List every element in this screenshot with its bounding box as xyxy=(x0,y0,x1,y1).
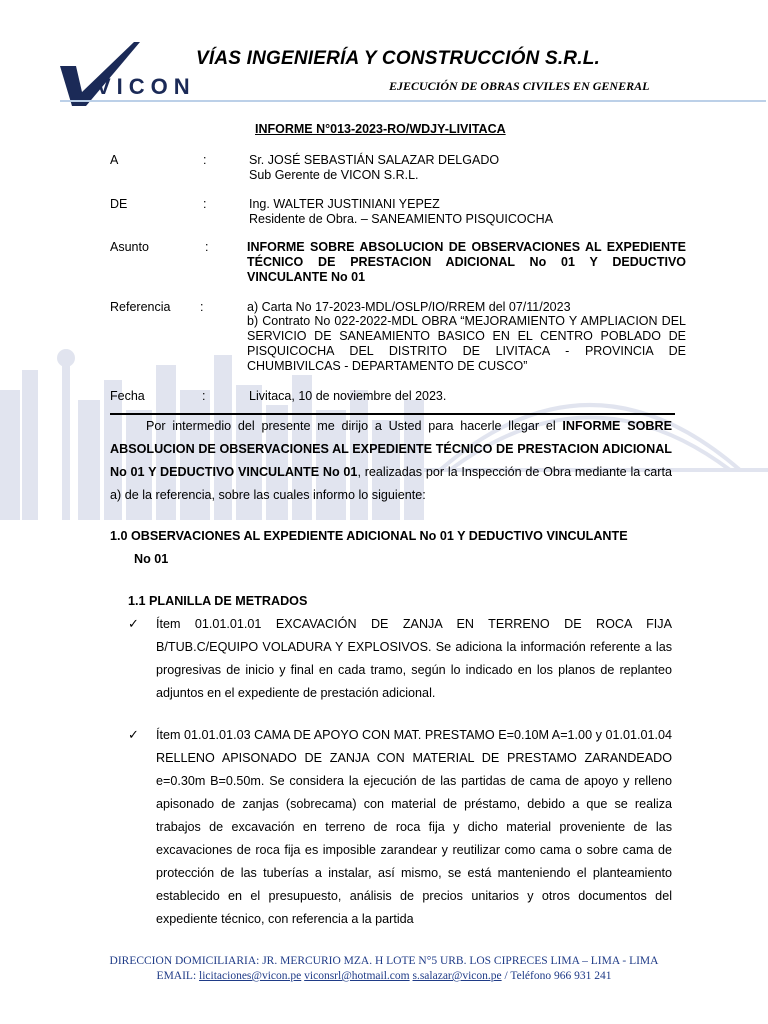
footer-contact xyxy=(0,970,768,982)
field-colon: : xyxy=(203,153,207,167)
subject-text: INFORME SOBRE ABSOLUCION DE OBSERVACIONES AL EXPEDIENTE TÉCNICO DE PRESTACION ADICIONAL No 01 Y DEDUCTIVO VINCULANTE No 01 xyxy=(247,240,686,284)
field-label-a: A xyxy=(110,153,119,167)
section-heading-line2: No 01 xyxy=(134,552,169,566)
intro-bold: INFORME SOBRE ABSOLUCION DE OBSERVACIONES AL EXPEDIENTE TÉCNICO DE PRESTACION ADICIONAL No 01 Y DEDUCTIVO VINCULANTE No 01 xyxy=(110,419,672,479)
recipient-name: Sr. JOSÉ SEBASTIÁN SALAZAR DELGADO xyxy=(249,153,500,167)
check-icon: ✓ xyxy=(128,616,139,631)
field-colon: : xyxy=(205,240,209,254)
sender-role: Residente de Obra. – SANEAMIENTO PISQUICOCHA xyxy=(249,212,554,226)
intro-paragraph xyxy=(110,415,672,507)
field-label-referencia: Referencia xyxy=(110,300,171,314)
field-colon: : xyxy=(203,197,207,211)
section-heading-line1: 1.0 OBSERVACIONES AL EXPEDIENTE ADICIONAL No 01 Y DEDUCTIVO VINCULANTE xyxy=(110,529,628,543)
email-link-ssalazar[interactable]: s.salazar@vicon.pe xyxy=(412,970,502,982)
list-item: Ítem 01.01.01.01 EXCAVACIÓN DE ZANJA EN TERRENO DE ROCA FIJA B/TUB.C/EQUIPO VOLADURA Y EXPLOSIVOS. Se adiciona la información referente a las progresivas de inicio y final en cada tramo, según lo indicado en los planos de replanteo adjuntos en el expediente de prestación adicional. xyxy=(156,617,672,700)
company-name: VÍAS INGENIERÍA Y CONSTRUCCIÓN S.R.L. xyxy=(196,48,600,69)
field-label-fecha: Fecha xyxy=(110,389,145,403)
intro-part2: , realizadas por la Inspección de Obra mediante la carta a) de la referencia, sobre las cuales informo lo siguiente: xyxy=(110,465,673,502)
header-rule xyxy=(60,100,766,102)
subsection-heading: 1.1 PLANILLA DE METRADOS xyxy=(128,594,308,608)
report-title: INFORME N°013-2023-RO/WDJY-LIVITACA xyxy=(255,122,506,136)
company-tagline: EJECUCIÓN DE OBRAS CIVILES EN GENERAL xyxy=(389,79,650,93)
recipient-role: Sub Gerente de VICON S.R.L. xyxy=(249,168,419,182)
section-heading xyxy=(110,525,680,571)
intro-part1: Por intermedio del presente me dirijo a Usted para hacerle llegar el xyxy=(146,419,563,433)
reference-a: a) Carta No 17-2023-MDL/OSLP/IO/RREM del 07/11/2023 xyxy=(247,300,571,314)
footer-email-label: EMAIL: xyxy=(156,970,197,982)
footer-phone: / Teléfono 966 931 241 xyxy=(504,970,612,982)
footer-address: DIRECCION DOMICILIARIA: JR. MERCURIO MZA. H LOTE N°5 URB. LOS CIPRECES LIMA – LIMA - LIMA xyxy=(109,955,659,967)
email-link-viconsrl[interactable]: viconsrl@hotmail.com xyxy=(304,970,410,982)
reference-b: b) Contrato No 022-2022-MDL OBRA “MEJORAMIENTO Y AMPLIACION DEL SERVICIO DE SANEAMIENTO BASICO EN EL CENTRO POBLADO DE PISQUICOCHA DEL DISTRITO DE LIVITACA - PROVINCIA DE CHUMBIVILCAS - DEPARTAMENTO DE CUSCO” xyxy=(247,314,686,373)
field-label-asunto: Asunto xyxy=(110,240,149,254)
field-colon: : xyxy=(202,389,206,403)
email-link-licitaciones[interactable]: licitaciones@vicon.pe xyxy=(199,970,302,982)
sender-name: Ing. WALTER JUSTINIANI YEPEZ xyxy=(249,197,440,211)
date-text: Livitaca, 10 de noviembre del 2023. xyxy=(249,389,447,403)
check-icon: ✓ xyxy=(128,727,139,742)
svg-text:VICON: VICON xyxy=(96,74,196,99)
list-item: Ítem 01.01.01.03 CAMA DE APOYO CON MAT. PRESTAMO E=0.10M A=1.00 y 01.01.01.04 RELLENO APISONADO DE ZANJA CON MATERIAL DE PRESTAMO ZARANDEADO e=0.30m B=0.50m. Se considera la ejecución de las partidas de cama de apoyo y relleno apisonado de zanjas (sobrecama) con material de préstamo, debido a que se realiza trabajos de excavación en terreno de roca fija y dicho material proveniente de las excavaciones de roca fija es imposible zarandear y reutilizar como cama o sobre cama de protección de las tuberías a instalar, así mismo, se está manteniendo el planteamiento establecido en el presupuesto, análisis de precios unitarios y otros documentos del expediente técnico, con referencia a la partida xyxy=(156,728,672,926)
field-colon: : xyxy=(200,300,204,314)
field-label-de: DE xyxy=(110,197,128,211)
vicon-logo xyxy=(56,36,202,116)
